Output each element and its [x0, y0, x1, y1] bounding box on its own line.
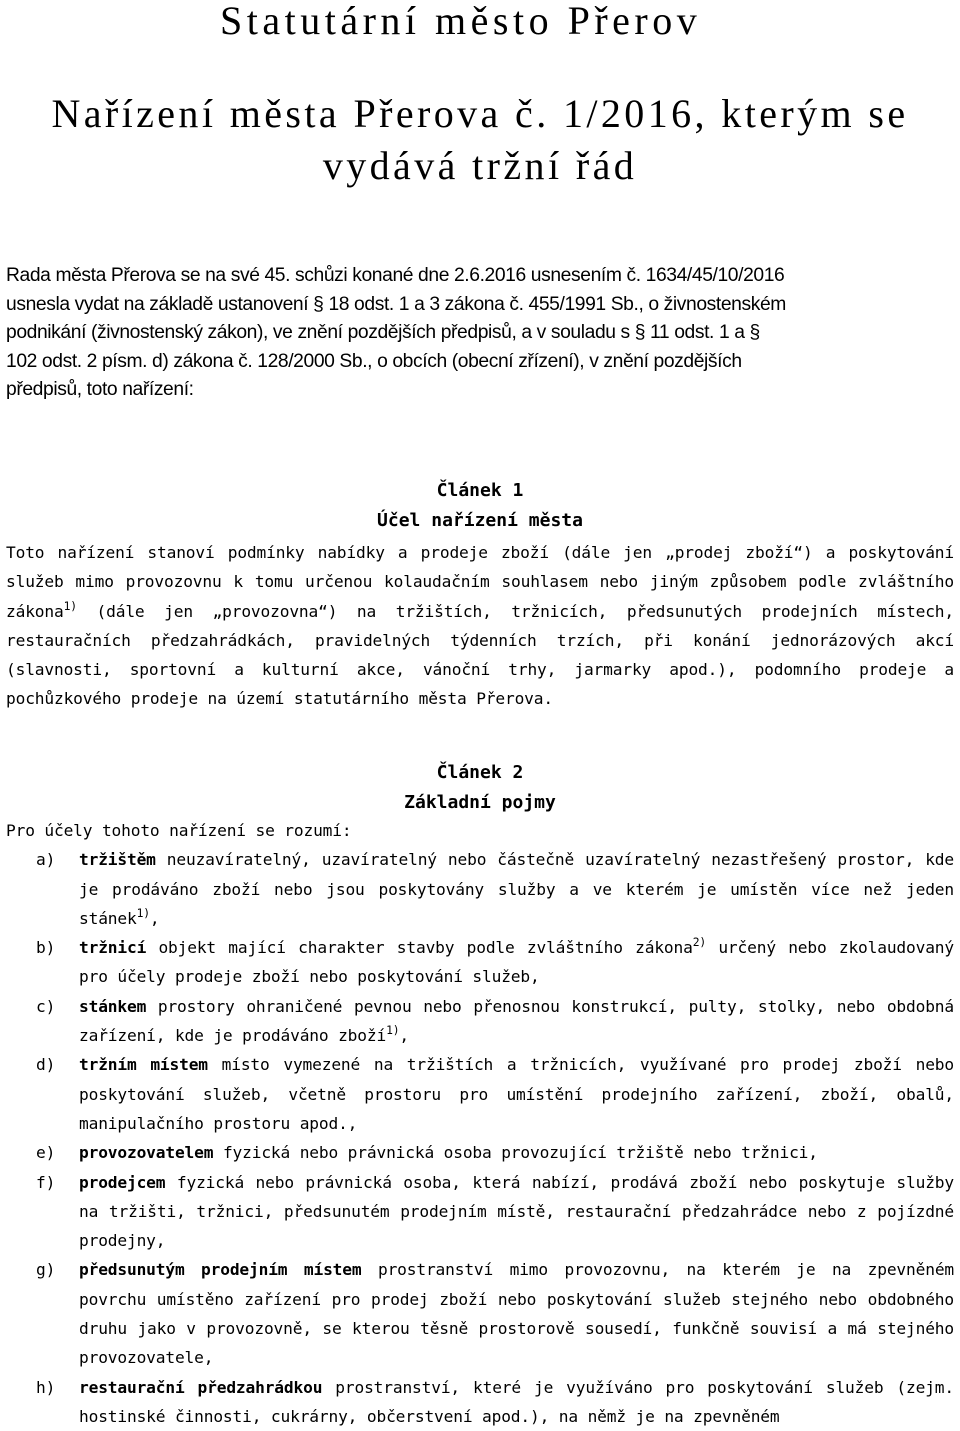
- definition-item: [6, 1138, 954, 1167]
- definition-text: prostranství, které je využíváno pro poskytování služeb (zejm. hostinské činnosti, cukrárny, občerstvení apod.), na němž je na zpevněném: [79, 1377, 954, 1426]
- definition-term: předsunutým prodejním místem: [79, 1260, 362, 1280]
- definition-text: místo vymezené na tržištích a tržnicích, využívané pro prodej zboží nebo poskytování služeb, včetně prostoru pro umístění prodejního zařízení, zboží, obalů, manipulačního prostoru apod.,: [79, 1055, 954, 1133]
- article-1-text-part: Toto nařízení stanoví podmínky nabídky a prodeje zboží (dále jen „prodej zboží“) a poskytování služeb mimo provozovnu k tomu určenou kolaudačním souhlasem nebo jiným způsobem podle zvláštního zákona: [6, 543, 954, 621]
- definition-text: fyzická nebo právnická osoba provozující tržiště nebo tržnici,: [213, 1143, 818, 1163]
- article-1-text: [6, 538, 954, 714]
- definition-tail: určený nebo zkolaudovaný pro účely prodeje zboží nebo poskytování služeb,: [79, 938, 954, 987]
- definition-item: [6, 992, 954, 1051]
- article-2-number: Článek 2: [436, 762, 524, 783]
- intro-line: 102 odst. 2 písm. d) zákona č. 128/2000 Sb., o obcích (obecní zřízení), v znění pozdějších: [6, 350, 742, 372]
- footnote-ref: 1): [63, 598, 77, 613]
- footnote-ref: 2): [692, 935, 707, 950]
- definition-text: neuzavíratelný, uzavíratelný nebo částečně uzavíratelný nezastřešený prostor, kde je prodáváno zboží nebo jsou poskytovány služby a ve kterém je umístěn více než jeden stánek: [79, 850, 954, 928]
- article-1-heading: [0, 476, 960, 536]
- definition-text: objekt mající charakter stavby podle zvláštního zákona: [146, 938, 693, 958]
- definition-letter: g): [36, 1260, 56, 1280]
- footnote-ref: 1): [136, 906, 150, 921]
- definition-text: fyzická nebo právnická osoba, která nabízí, prodává zboží nebo poskytuje služby na tržišti, tržnici, předsunutém prodejním místě, restaurační předzahrádce nebo z pojízdné prodejny,: [79, 1172, 954, 1251]
- article-2-body: [6, 816, 954, 1431]
- intro-line: podnikání (živnostenský zákon), ve znění pozdějších předpisů, a v souladu s § 11 odst. 1 a §: [6, 322, 760, 344]
- definition-term: stánkem: [79, 996, 147, 1016]
- definition-term: tržním místem: [79, 1055, 208, 1075]
- article-1-title: Účel nařízení města: [377, 510, 583, 531]
- definition-letter: c): [36, 996, 56, 1016]
- definition-letter: d): [36, 1055, 56, 1075]
- definition-letter: e): [36, 1143, 56, 1163]
- city-heading: Statutární město Přerov: [220, 0, 702, 43]
- definition-item: [6, 1168, 954, 1256]
- definition-text: prostory ohraničené pevnou nebo přenosnou konstrukcí, pulty, stolky, nebo obdobná zařízení, kde je prodáváno zboží: [79, 996, 954, 1046]
- definition-tail: ,: [399, 1026, 410, 1046]
- definition-item: [6, 1255, 954, 1372]
- intro-line: předpisů, toto nařízení:: [6, 379, 194, 401]
- definition-term: tržištěm: [79, 850, 156, 870]
- definition-letter: b): [36, 938, 56, 958]
- definition-list: [6, 845, 954, 1431]
- definition-item: [6, 1373, 954, 1431]
- article-1-number: Článek 1: [436, 480, 524, 501]
- definition-tail: ,: [149, 908, 160, 928]
- definition-term: prodejcem: [79, 1172, 166, 1192]
- definition-item: [6, 933, 954, 992]
- regulation-title: Nařízení města Přerova č. 1/2016, kterým se vydává tržní řád: [51, 91, 909, 188]
- definition-term: restaurační předzahrádkou: [79, 1377, 323, 1397]
- definition-text: prostranství mimo provozovnu, na kterém je na zpevněném povrchu umístěno zařízení pro prodej zboží nebo poskytování služeb stejného nebo obdobného druhu jako v provozovně, se kterou těsně prostorově sousedí, funkčně souvisí a má stejného provozovatele,: [79, 1260, 955, 1368]
- definition-term: tržnicí: [79, 938, 147, 958]
- footnote-ref: 1): [386, 1023, 400, 1038]
- definition-item: [6, 845, 954, 933]
- intro-paragraph: [6, 262, 954, 405]
- article-2-heading: [0, 758, 960, 818]
- definition-letter: h): [36, 1377, 56, 1397]
- article-2-title: Základní pojmy: [404, 792, 556, 813]
- article-2-lead: Pro účely tohoto nařízení se rozumí:: [6, 821, 352, 840]
- intro-line: usnesla vydat na základě ustanovení § 18 odst. 1 a 3 zákona č. 455/1991 Sb., o živnostenském: [6, 293, 786, 315]
- definition-letter: a): [36, 850, 56, 870]
- article-1-text-part: (dále jen „provozovna“) na tržištích, tržnicích, předsunutých prodejních místech, restauračních předzahrádkách, pravidelných týdenních trzích, při konání jednorázových akcí (slavnosti, sportovní a kulturní akce, vánoční trhy, jarmarky apod.), podomního prodeje a pochůzkového prodeje na území statutárního města Přerova.: [6, 601, 954, 709]
- definition-term: provozovatelem: [79, 1143, 214, 1163]
- definition-item: [6, 1050, 954, 1138]
- definition-letter: f): [36, 1172, 56, 1192]
- intro-line: Rada města Přerova se na své 45. schůzi konané dne 2.6.2016 usnesením č. 1634/45/10/2016: [6, 265, 785, 286]
